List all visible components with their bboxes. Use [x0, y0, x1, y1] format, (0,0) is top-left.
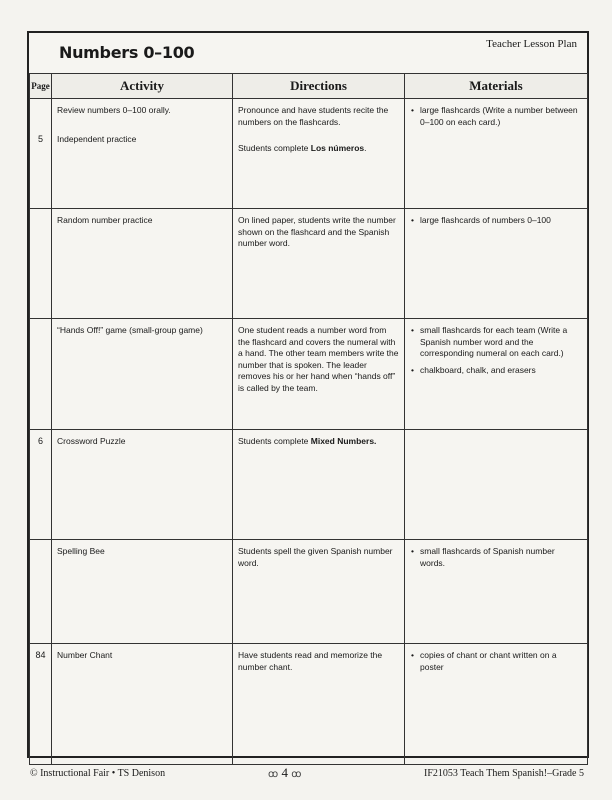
table-header-row: [30, 74, 588, 99]
list-item: • chalkboard, chalk, and erasers: [420, 365, 582, 377]
table-row: [30, 209, 588, 319]
materials-list: [410, 325, 582, 376]
ornament-icon: ꝏ: [268, 769, 279, 780]
materials-cell: [405, 99, 588, 209]
materials-list: [410, 105, 582, 128]
page-title: Numbers 0–100: [59, 43, 195, 62]
page-cell: [30, 319, 52, 430]
table-row: [30, 430, 588, 540]
activity-cell: [52, 99, 233, 209]
materials-list: [410, 546, 582, 569]
activity-cell: Spelling Bee: [52, 540, 233, 644]
footer-book-info: IF21053 Teach Them Spanish!–Grade 5: [423, 768, 584, 779]
list-item: • copies of chant or chant written on a poster: [420, 650, 582, 673]
materials-cell: [405, 644, 588, 765]
page-cell: [30, 209, 52, 319]
materials-list: [410, 215, 582, 227]
page-cell: [30, 99, 52, 209]
list-item: • small flashcards of Spanish number words.: [420, 546, 582, 569]
page-footer: [0, 767, 612, 783]
lesson-plan-sheet: [27, 31, 589, 758]
footer-page-number: [268, 765, 301, 781]
list-item: • small flashcards for each team (Write a Spanish number word and the corresponding numeral on each card.): [420, 325, 582, 360]
table-row: [30, 99, 588, 209]
materials-cell: [405, 540, 588, 644]
activity-cell: Random number practice: [52, 209, 233, 319]
directions-text: Students complete Los números.: [238, 143, 367, 153]
table-row: [30, 644, 588, 765]
directions-cell: One student reads a number word from the flashcard and covers the numeral with a hand. The other team members write the number that is spoken. The leader removes his or her hand when “hands off” is called by the team.: [233, 319, 405, 430]
table-row: [30, 540, 588, 644]
materials-cell: [405, 430, 588, 540]
activity-text: Independent practice: [57, 133, 137, 144]
column-header-materials: Materials: [405, 74, 588, 99]
activity-text: Review numbers 0–100 orally.: [57, 105, 171, 115]
plan-label: Teacher Lesson Plan: [486, 38, 577, 50]
list-item: • large flashcards (Write a number between 0–100 on each card.): [420, 105, 582, 128]
page-number-text: 4: [281, 765, 288, 780]
directions-text: Pronounce and have students recite the numbers on the flashcards.: [238, 105, 389, 127]
page-cell: 84: [30, 644, 52, 765]
activity-cell: Number Chant: [52, 644, 233, 765]
table-row: [30, 319, 588, 430]
directions-cell: [233, 99, 405, 209]
page-cell: [30, 540, 52, 644]
column-header-activity: Activity: [52, 74, 233, 99]
directions-cell: Have students read and memorize the number chant.: [233, 644, 405, 765]
lesson-table: [29, 73, 588, 765]
page-cell: 6: [30, 430, 52, 540]
column-header-directions: Directions: [233, 74, 405, 99]
directions-cell: Students complete Mixed Numbers.: [233, 430, 405, 540]
directions-cell: On lined paper, students write the number shown on the flashcard and the Spanish number word.: [233, 209, 405, 319]
list-item: • large flashcards of numbers 0–100: [420, 215, 582, 227]
ornament-icon: ꝏ: [291, 769, 302, 780]
page-number: 5: [37, 134, 43, 144]
column-header-page: Page: [30, 74, 52, 99]
materials-cell: [405, 209, 588, 319]
materials-cell: [405, 319, 588, 430]
materials-list: [410, 650, 582, 673]
directions-cell: Students spell the given Spanish number word.: [233, 540, 405, 644]
footer-copyright: © Instructional Fair • TS Denison: [30, 768, 166, 779]
activity-cell: “Hands Off!” game (small-group game): [52, 319, 233, 430]
activity-cell: Crossword Puzzle: [52, 430, 233, 540]
